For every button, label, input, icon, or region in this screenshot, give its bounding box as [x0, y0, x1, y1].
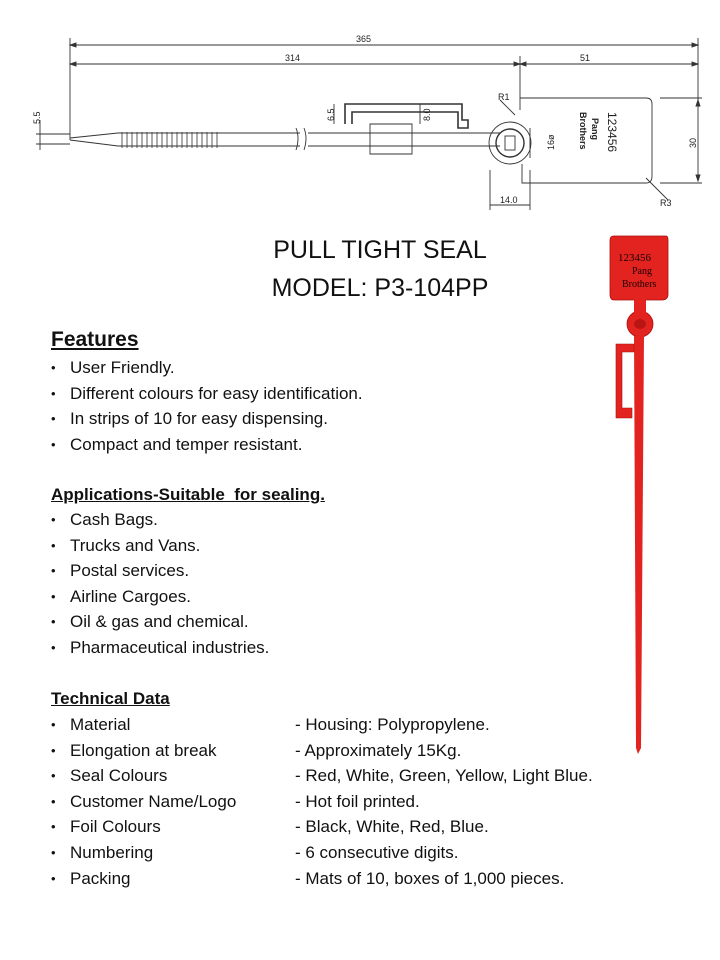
- spec-label: Material: [70, 715, 131, 734]
- spec-label: Foil Colours: [70, 817, 161, 837]
- list-item-text: Different colours for easy identification.: [70, 383, 363, 403]
- photo-tag-number: 123456: [618, 252, 651, 264]
- dim-6-5: 6.5: [326, 108, 336, 121]
- list-item: • Different colours for easy identification.: [51, 383, 363, 403]
- spec-label: Numbering: [70, 842, 154, 862]
- spec-label: Seal Colours: [70, 766, 168, 786]
- photo-tag-name-1: Pang: [632, 266, 652, 277]
- drawing-tag-name-2: Brothers: [578, 112, 588, 150]
- drawing-tag-name-1: Pang: [590, 118, 600, 141]
- spec-value: - Hot foil printed.: [295, 791, 420, 811]
- photo-tag-name-2: Brothers: [622, 279, 657, 290]
- dim-30: 30: [688, 137, 698, 148]
- list-item: • In strips of 10 for easy dispensing.: [51, 409, 328, 429]
- technical-drawing: [0, 0, 720, 220]
- list-item: • User Friendly.: [51, 358, 175, 377]
- spec-value: - Red, White, Green, Yellow, Light Blue.: [295, 766, 593, 786]
- list-item-text: Oil & gas and chemical.: [70, 612, 249, 632]
- dim-51: 51: [580, 53, 591, 63]
- list-item: • Trucks and Vans.: [51, 535, 201, 555]
- spec-value: - 6 consecutive digits.: [295, 842, 459, 862]
- features-heading: Features: [51, 328, 139, 351]
- spec-row: • Material - Housing: Polypropylene.: [51, 712, 593, 738]
- list-item: • Postal services.: [51, 561, 190, 581]
- spec-row: • Foil Colours - Black, White, Red, Blue.: [51, 814, 593, 840]
- drawing-tag-number: 123456: [605, 112, 619, 153]
- model-number: MODEL: P3-104PP: [271, 274, 489, 302]
- list-item-text: User Friendly.: [70, 358, 175, 377]
- seal-body: [610, 236, 668, 754]
- spec-row: • Packing - Mats of 10, boxes of 1,000 pieces.: [51, 866, 593, 892]
- spec-label: Customer Name/Logo: [70, 791, 237, 811]
- spec-label: Elongation at break: [70, 740, 217, 760]
- spec-row: • Customer Name/Logo - Hot foil printed.: [51, 789, 593, 815]
- list-item: • Compact and temper resistant.: [51, 434, 303, 454]
- list-item-text: Trucks and Vans.: [70, 535, 201, 555]
- technical-data-list: [51, 712, 593, 891]
- dim-16: 16ø: [546, 134, 556, 150]
- list-item-text: Compact and temper resistant.: [70, 434, 303, 454]
- dim-14: 14.0: [500, 195, 518, 205]
- technical-data-heading: Technical Data: [51, 689, 170, 708]
- list-item-text: In strips of 10 for easy dispensing.: [70, 409, 328, 429]
- features-list: [51, 355, 363, 457]
- list-item: • Oil & gas and chemical.: [51, 612, 249, 632]
- spec-row: • Numbering - 6 consecutive digits.: [51, 840, 593, 866]
- page-title: PULL TIGHT SEAL: [273, 236, 487, 264]
- spec-value: - Housing: Polypropylene.: [295, 715, 490, 734]
- spec-value: - Black, White, Red, Blue.: [295, 817, 489, 837]
- spec-value: - Mats of 10, boxes of 1,000 pieces.: [295, 868, 565, 888]
- dim-r1: R1: [498, 92, 510, 102]
- dim-365: 365: [356, 34, 372, 44]
- list-item-text: Pharmaceutical industries.: [70, 637, 270, 657]
- seal-product-photo: [596, 228, 676, 768]
- list-item: • Airline Cargoes.: [51, 586, 191, 606]
- dim-r3: R3: [660, 198, 672, 208]
- applications-heading: Applications-Suitable for sealing.: [51, 485, 325, 504]
- spec-row: • Elongation at break - Approximately 15Kg.: [51, 738, 593, 764]
- dim-8-0: 8.0: [422, 108, 432, 121]
- spec-label: Packing: [70, 868, 131, 888]
- list-item-text: Postal services.: [70, 561, 190, 581]
- list-item: • Pharmaceutical industries.: [51, 637, 270, 657]
- dim-5-5: 5.5: [32, 111, 42, 124]
- spec-row: • Seal Colours - Red, White, Green, Yellow, Light Blue.: [51, 763, 593, 789]
- list-item-text: Cash Bags.: [70, 510, 158, 529]
- list-item-text: Airline Cargoes.: [70, 586, 191, 606]
- applications-list: [51, 507, 269, 661]
- list-item: • Cash Bags.: [51, 510, 158, 529]
- spec-value: - Approximately 15Kg.: [295, 740, 462, 760]
- dim-314: 314: [285, 53, 301, 63]
